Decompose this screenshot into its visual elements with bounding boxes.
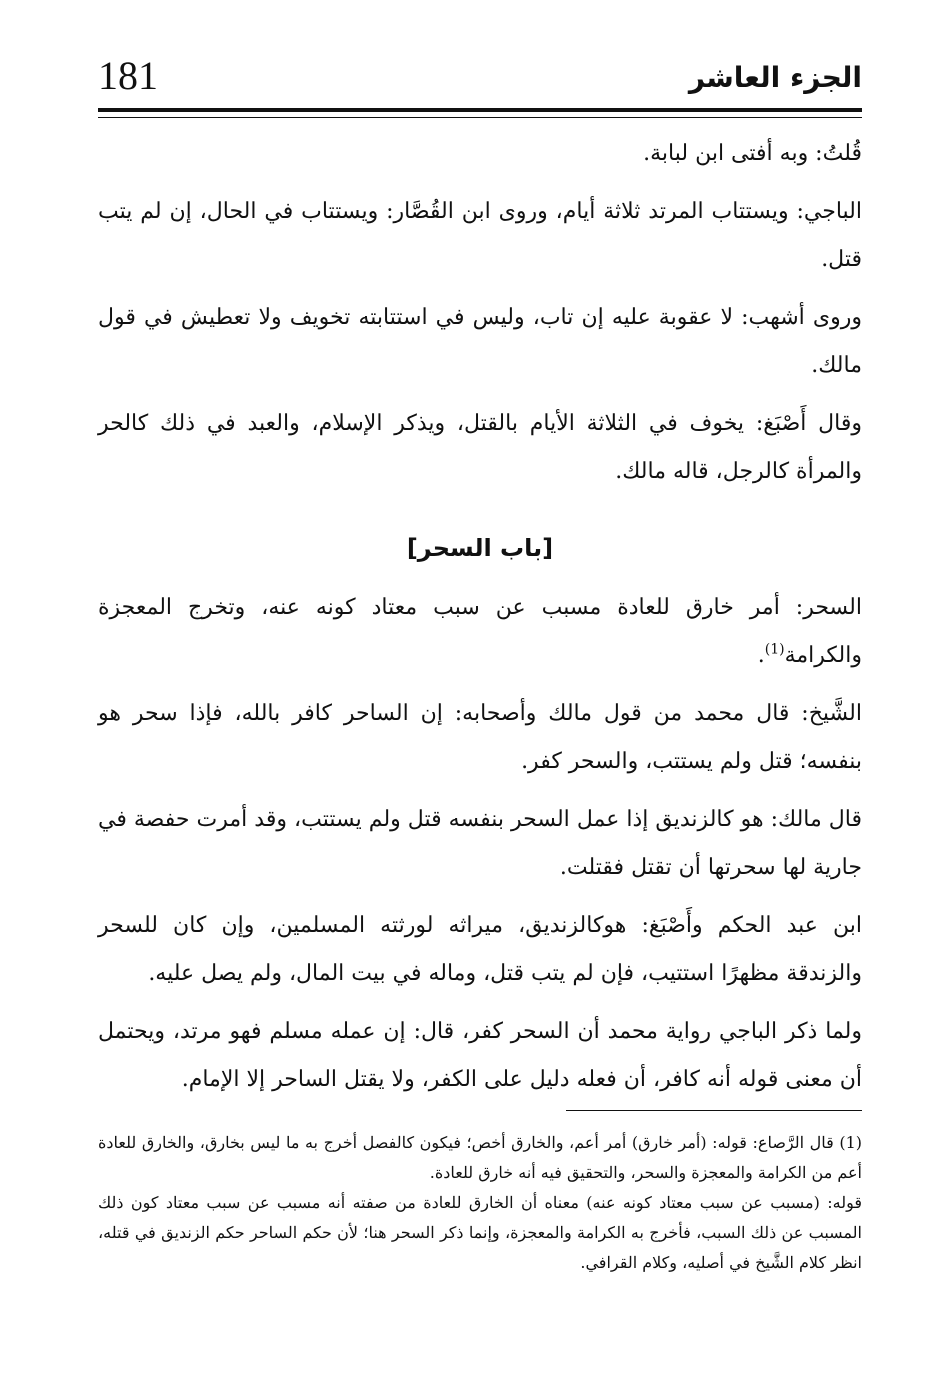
paragraph-text: السحر: أمر خارق للعادة مسبب عن سبب معتاد كونه عنه، وتخرج المعجزة والكرامة xyxy=(98,595,862,668)
page-number: 181 xyxy=(98,53,158,98)
footnotes xyxy=(98,1128,862,1278)
paragraph: قُلتُ: وبه أفتى ابن لبابة. xyxy=(643,141,862,166)
paragraph: ولما ذكر الباجي رواية محمد أن السحر كفر، قال: إن عمله مسلم فهو مرتد، ويحتمل أن معنى قوله أنه كافر، أن فعله دليل على الكفر، ولا يقتل الساحر إلا الإمام. xyxy=(98,1019,862,1092)
paragraph: الشَّيخ: قال محمد من قول مالك وأصحابه: إن الساحر كافر بالله، فإذا سحر هو بنفسه؛ قتل ولم يستتب، والسحر كفر. xyxy=(98,701,862,774)
footnote: قوله: (مسبب عن سبب معتاد كونه عنه) معناه أن الخارق للعادة من صفته أنه مسبب عن سبب معتاد كون ذلك المسبب عن ذلك السبب، فأخرج به الكرامة والمعجزة، وإنما ذكر السحر هنا؛ لأن حكم الساحر حكم الزنديق في قتله، انظر كلام الشَّيخ في أصليه، وكلام القرافي. xyxy=(98,1193,862,1272)
footnote-separator xyxy=(566,1110,862,1111)
paragraph: ابن عبد الحكم وأَصْبَغ: هوكالزنديق، ميراثه لورثته المسلمين، وإن كان للسحر والزندقة مظهرًا استتيب، فإن لم يتب قتل، وماله في بيت المال، ولم يصل عليه. xyxy=(98,913,862,986)
footnote-reference[interactable]: (1) xyxy=(764,641,785,658)
paragraph: الباجي: ويستتاب المرتد ثلاثة أيام، وروى ابن القُصَّار: ويستتاب في الحال، إن لم يتب قتل. xyxy=(98,199,862,272)
header-rule-thick xyxy=(98,108,862,112)
header-rule-thin xyxy=(98,117,862,118)
paragraph: وقال أَصْبَغ: يخوف في الثلاثة الأيام بالقتل، ويذكر الإسلام، والعبد في ذلك كالحر والمرأة كالرجل، قاله مالك. xyxy=(98,411,862,484)
part-title: الجزء العاشر xyxy=(688,61,862,94)
page-header xyxy=(98,52,862,108)
paragraph: قال مالك: هو كالزنديق إذا عمل السحر بنفسه قتل ولم يستتب، وقد أمرت حفصة في جارية لها سحرتها أن تقتل فقتلت. xyxy=(98,807,862,880)
main-text xyxy=(98,130,862,1114)
paragraph-end: . xyxy=(757,643,765,668)
paragraph xyxy=(98,584,862,680)
paragraph: وروى أشهب: لا عقوبة عليه إن تاب، وليس في استتابته تخويف ولا تعطيش في قول مالك. xyxy=(98,305,862,378)
section-title: [باب السحر] xyxy=(406,534,554,562)
footnote: (1) قال الرَّصاع: قوله: (أمر خارق) أمر أعم، والخارق أخص؛ فيكون كالفصل أخرج به ما ليس بخارق، والخارق للعادة أعم من الكرامة والمعجزة والسحر، والتحقيق فيه أنه خارق للعادة. xyxy=(98,1133,863,1182)
